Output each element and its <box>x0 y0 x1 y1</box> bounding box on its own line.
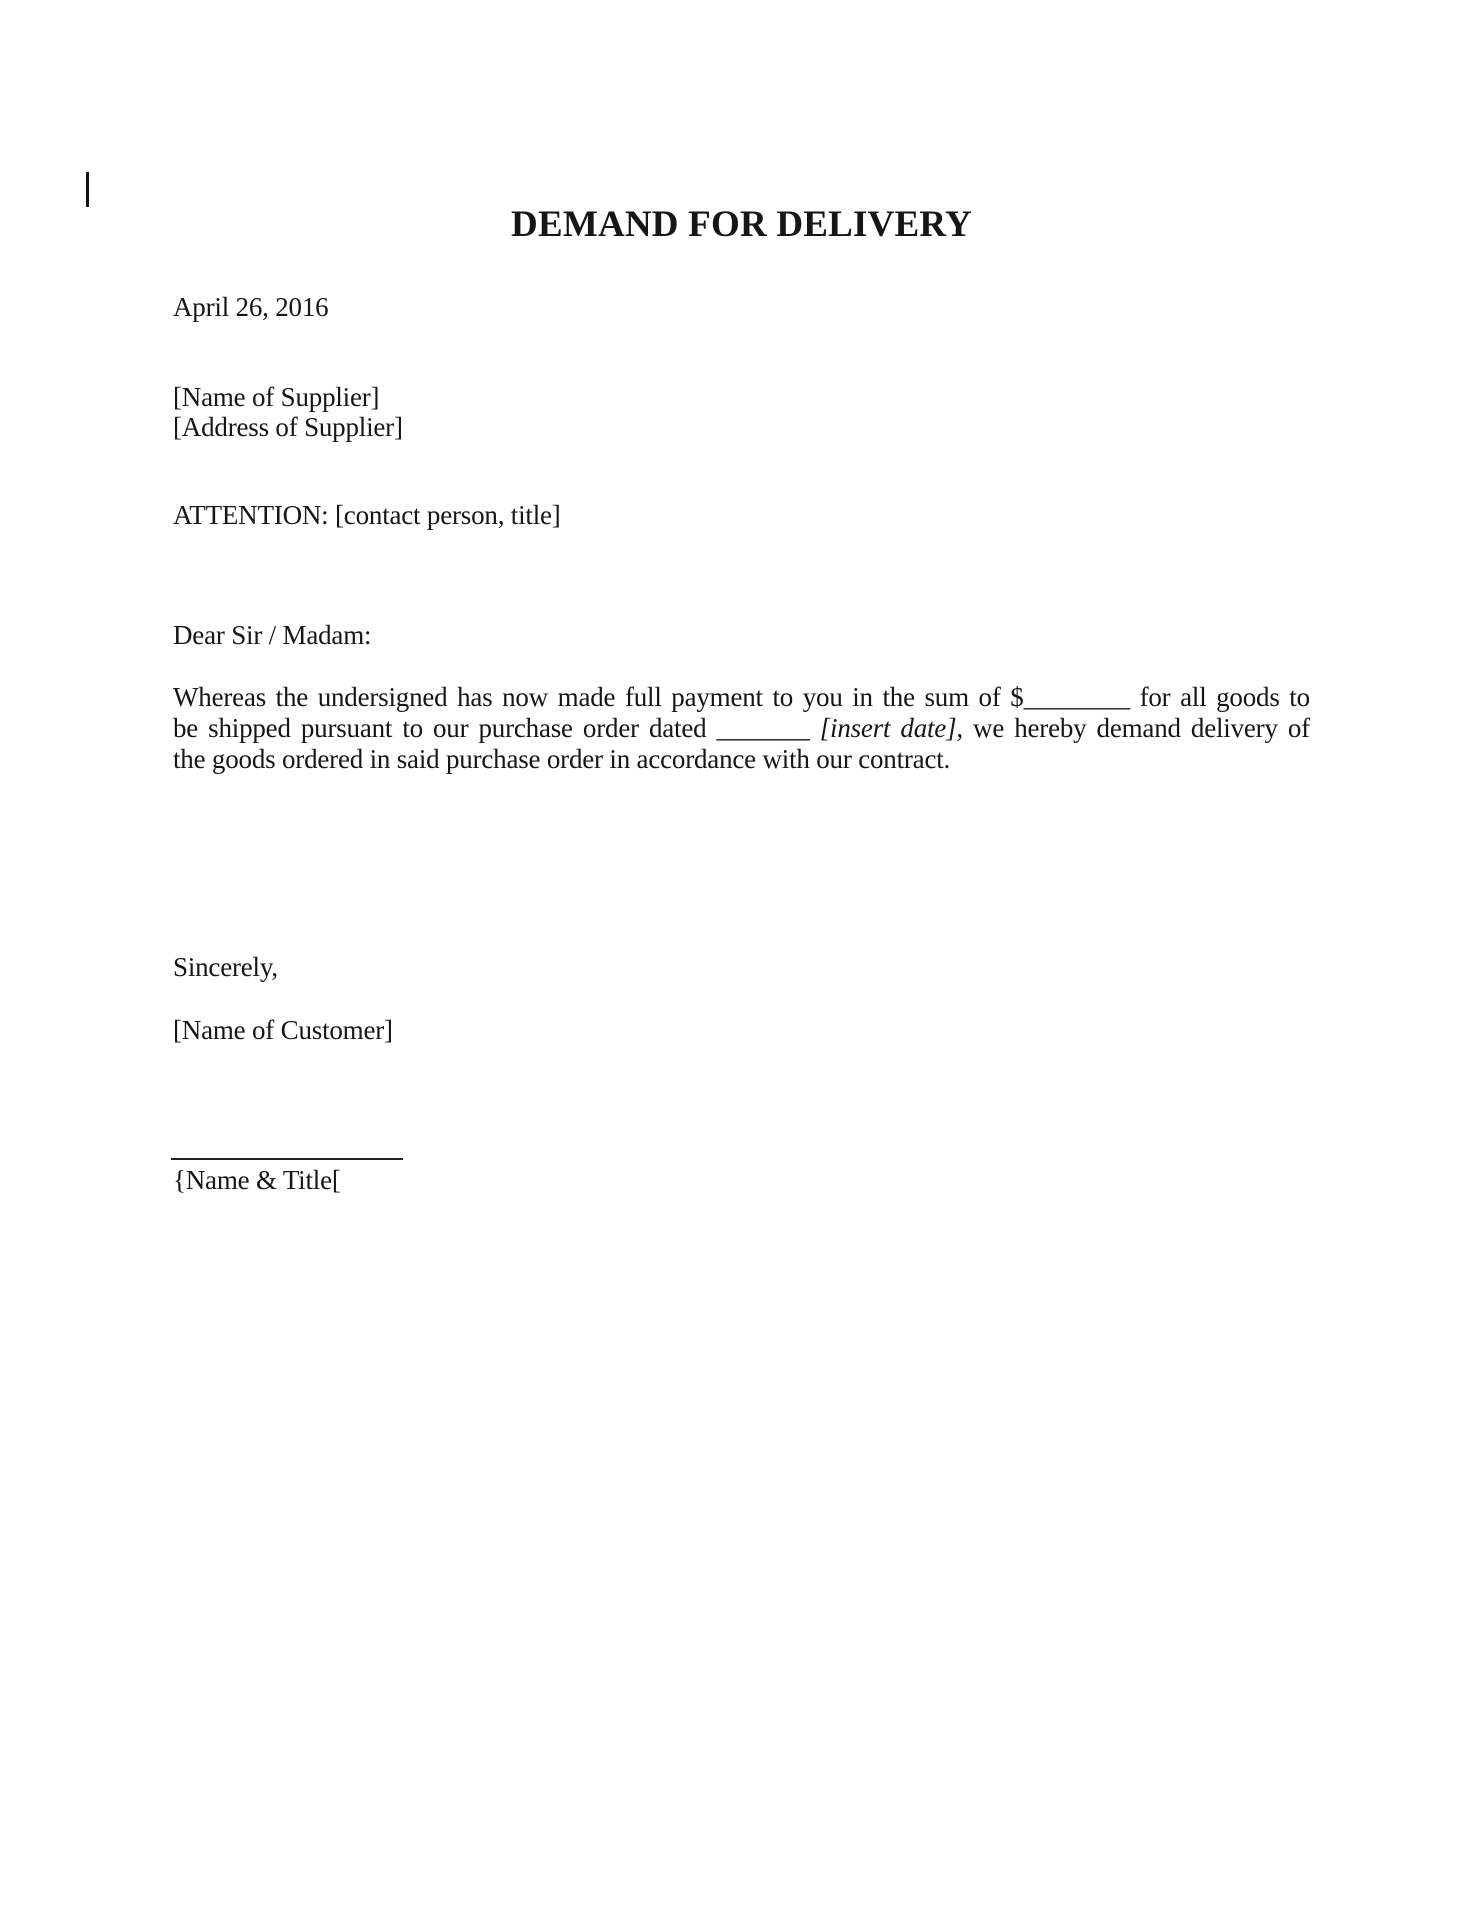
word: we <box>973 713 1005 743</box>
signature-caption: {Name & Title[ <box>173 1165 341 1195</box>
body-paragraph-line-2 <box>173 713 1310 744</box>
word: purchase <box>478 713 573 743</box>
word: to <box>1289 682 1310 712</box>
recipient-name: [Name of Supplier] <box>173 382 380 412</box>
word: sum <box>924 682 969 712</box>
word: demand <box>1096 713 1181 743</box>
body-paragraph-line-3: the goods ordered in said purchase order in accordance with our contract. <box>173 744 951 774</box>
closing-line: Sincerely, <box>173 952 278 982</box>
word: our <box>433 713 469 743</box>
recipient-address: [Address of Supplier] <box>173 412 403 442</box>
word: made <box>557 682 616 712</box>
word: of <box>978 682 1001 712</box>
word: all <box>1180 682 1207 712</box>
word: shipped <box>208 713 291 743</box>
salutation: Dear Sir / Madam: <box>173 620 372 650</box>
word: the <box>275 682 309 712</box>
word: be <box>173 713 199 743</box>
word: _______ <box>716 713 810 743</box>
word: in <box>852 682 873 712</box>
customer-name: [Name of Customer] <box>173 1015 393 1045</box>
word: date], <box>900 713 963 743</box>
word: Whereas <box>173 682 267 712</box>
word: $________ <box>1010 682 1130 712</box>
word: the <box>882 682 915 712</box>
word: hereby <box>1014 713 1087 743</box>
letter-date: April 26, 2016 <box>173 292 329 322</box>
word: you <box>802 682 843 712</box>
word: now <box>502 682 549 712</box>
word: of <box>1287 713 1310 743</box>
word: to <box>772 682 794 712</box>
word: [insert <box>819 713 891 743</box>
attention-line: ATTENTION: [contact person, title] <box>173 500 561 530</box>
page-title: DEMAND FOR DELIVERY <box>511 204 972 245</box>
word: for <box>1139 682 1171 712</box>
body-paragraph-line-1 <box>173 682 1310 713</box>
text-cursor <box>86 172 89 207</box>
word: has <box>457 682 493 712</box>
word: dated <box>648 713 707 743</box>
word: goods <box>1216 682 1280 712</box>
word: delivery <box>1190 713 1278 743</box>
word: full <box>624 682 662 712</box>
word: order <box>582 713 639 743</box>
signature-line <box>171 1158 403 1160</box>
word: payment <box>671 682 763 712</box>
word: to <box>402 713 423 743</box>
word: pursuant <box>300 713 393 743</box>
word: undersigned <box>317 682 448 712</box>
